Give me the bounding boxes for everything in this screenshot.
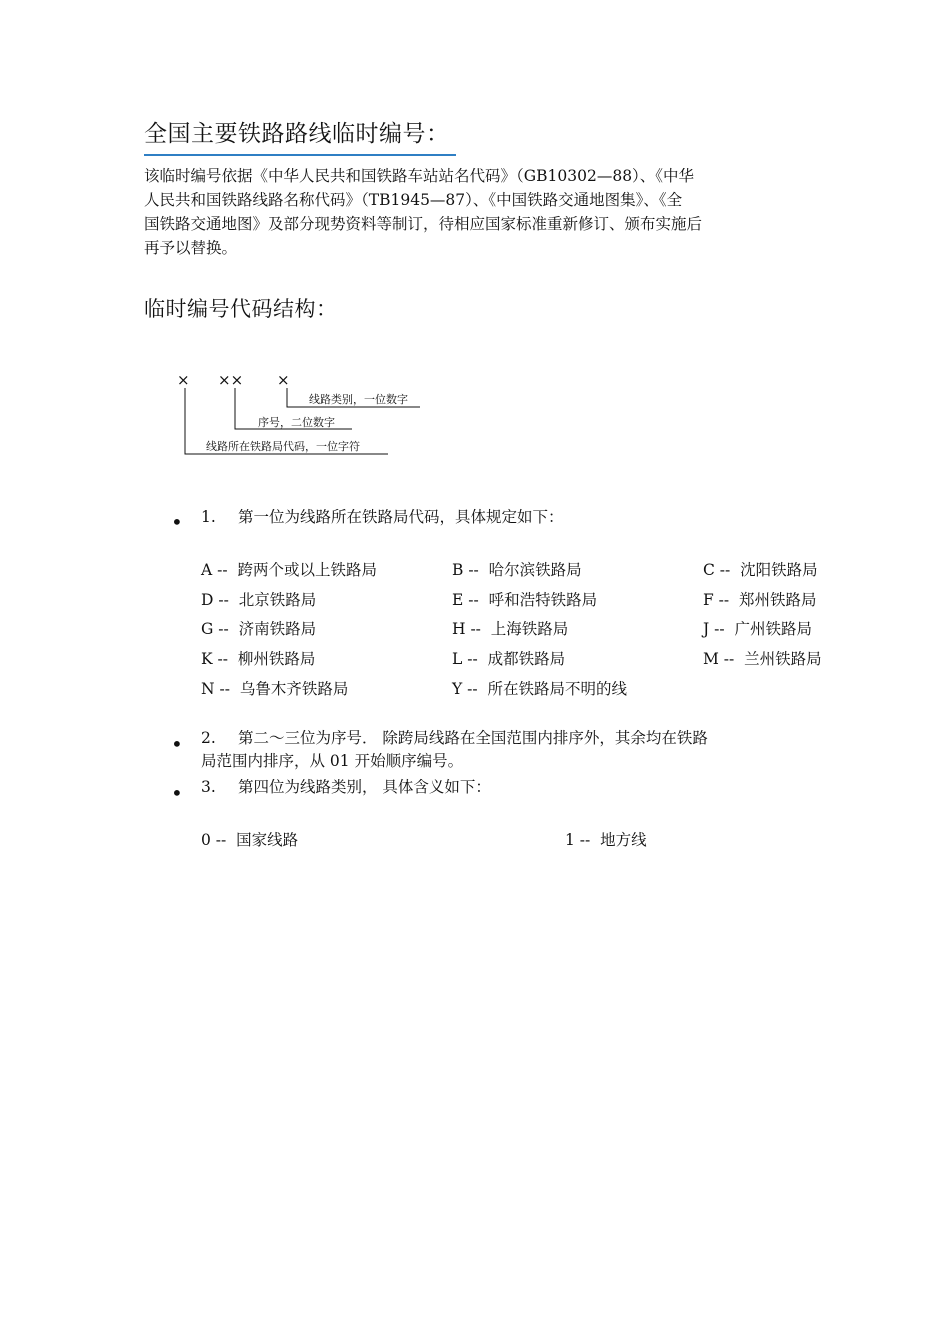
diagram-label-seq: 序号，二位数字 [258,416,335,429]
item-number: 2. [201,729,216,747]
intro-line: 国铁路交通地图》及部分现势资料等制订，待相应国家标准重新修订、颁布实施后 [144,215,703,233]
code-entry: H -- 上海铁路局 [452,620,569,638]
diagram-mark-seq: ×× [218,371,244,389]
diagram-label-bureau: 线路所在铁路局代码，一位字符 [206,440,360,453]
code-entry: D -- 北京铁路局 [201,591,317,609]
diagram-mark-type: × [277,371,290,389]
diagram-mark-bureau: × [177,371,190,389]
code-entry: 1 -- 地方线 [565,831,647,849]
code-entry: J -- 广州铁路局 [703,620,812,638]
code-structure-diagram [170,368,440,460]
intro-paragraph [144,164,809,260]
item-text-continuation: 局范围内排序，从 01 开始顺序编号。 [201,752,464,770]
item-text: 第四位为线路类别， 具体含义如下： [238,778,491,796]
code-entry: L -- 成都铁路局 [452,650,566,668]
code-entry: A -- 跨两个或以上铁路局 [201,561,377,579]
list-item [201,776,491,799]
item-text: 第一位为线路所在铁路局代码，具体规定如下： [238,508,564,526]
code-entry: C -- 沈阳铁路局 [703,561,818,579]
list-item [201,727,708,750]
intro-line: 人民共和国铁路线路名称代码》（TB1945—87）、《中国铁路交通地图集》、《全 [144,191,683,209]
code-entry: B -- 哈尔滨铁路局 [452,561,582,579]
list-item [201,506,564,529]
code-entry: 0 -- 国家线路 [201,831,299,849]
code-entry: E -- 呼和浩特铁路局 [452,591,598,609]
code-entry: G -- 济南铁路局 [201,620,317,638]
item-text: 第二～三位为序号． 除跨局线路在全国范围内排序外，其余均在铁路 [238,729,708,747]
code-entry: Y -- 所在铁路局不明的线 [452,680,628,698]
item-number: 1. [201,508,216,526]
section-title: 临时编号代码结构： [144,297,338,321]
code-entry: M -- 兰州铁路局 [703,650,822,668]
bullet-marker: • [171,732,183,756]
code-entry: F -- 郑州铁路局 [703,591,817,609]
page-title: 全国主要铁路路线临时编号： [144,115,456,156]
bullet-marker: • [171,781,183,805]
code-entry: N -- 乌鲁木齐铁路局 [201,680,349,698]
intro-line: 该临时编号依据《中华人民共和国铁路车站站名代码》（GB10302—88）、《中华 [144,167,695,185]
bullet-marker: • [171,510,183,534]
item-number: 3. [201,778,216,796]
code-entry: K -- 柳州铁路局 [201,650,316,668]
intro-line: 再予以替换。 [144,239,238,257]
diagram-label-type: 线路类别，一位数字 [309,393,408,406]
